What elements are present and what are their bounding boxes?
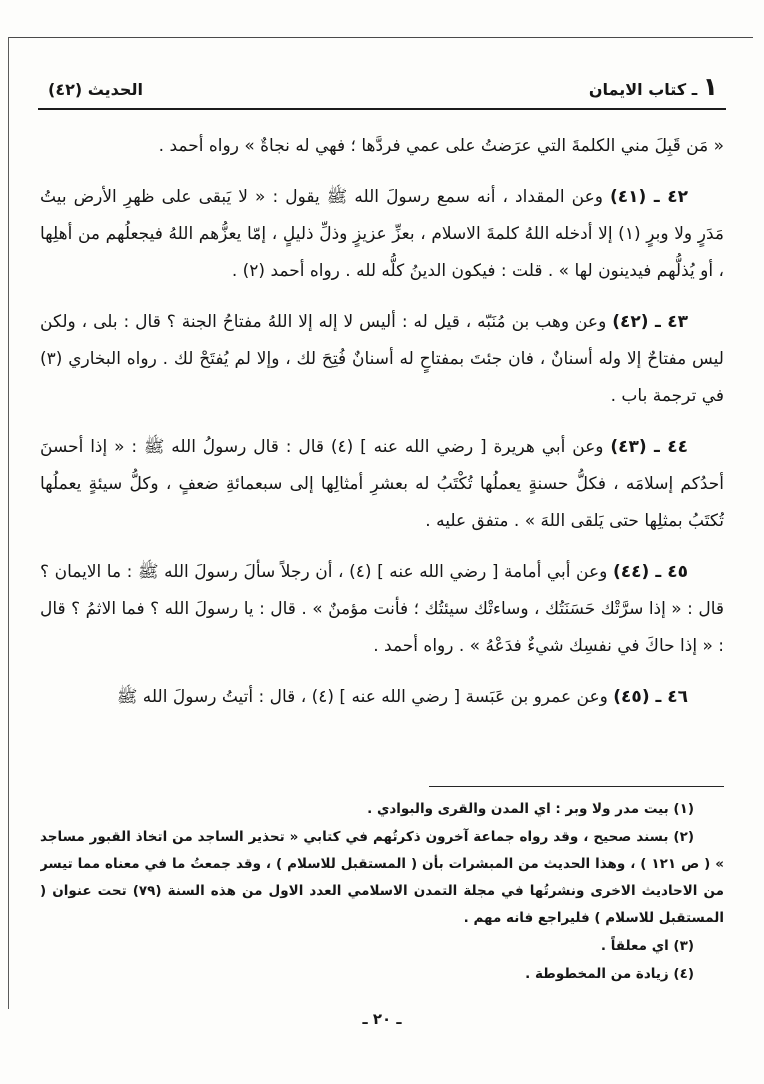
scan-edge-top [8, 37, 753, 38]
scan-edge-left [8, 37, 9, 1009]
hadith-45 [40, 554, 724, 665]
header-rule [38, 108, 726, 110]
paragraph-continuation [40, 128, 724, 165]
hadith-42-number: ٤٢ ـ (٤١) [609, 187, 688, 207]
footnote-2: (٢) بسند صحيح ، وقد رواه جماعة آخرون ذكرتُهم في كتابي « تحذير الساجد من اتخاذ القبور مساجد » ( ص ١٢١ ) ، وهذا الحديث من المبشرات بأن ( المستقبل للاسلام ) ، وقد جمعتُ ما في معناه مما تيسر من الاحاديث الاخرى ونشرتُها في مجلة التمدن الاسلامي العدد الاول من هذه السنة (٧٩) تحت عنوان ( المستقبل للاسلام ) فليراجع فانه مهم . [40, 829, 724, 926]
hadith-46-number: ٤٦ ـ (٤٥) [613, 687, 688, 707]
hadith-43-number: ٤٣ ـ (٤٢) [612, 312, 688, 332]
hadith-reference: الحديث (٤٢) [48, 80, 143, 99]
footnote-3: (٣) اي معلقاً . [600, 938, 694, 954]
paragraph-text: « مَن قَبِلَ مني الكلمةَ التي عرَضتُ على عمي فردَّها ؛ فهي له نجاةٌ » رواه أحمد . [158, 136, 724, 156]
hadith-45-number: ٤٥ ـ (٤٤) [612, 562, 689, 582]
hadith-44-text: وعن أبي هريرة [ رضي الله عنه ] (٤) قال : قال رسولُ الله ﷺ : « إذا أحسنَ أحدُكم إسلامَه ، فكلُّ حسنةٍ يعملُها تُكْتَبُ له بعشرِ أمثالِها إلى سبعمائةِ ضعفٍ ، وكلُّ سيئةٍ يعملُها تُكتَبُ بمثلِها حتى يَلقى اللهَ » . متفق عليه . [40, 437, 724, 531]
hadith-46 [40, 679, 724, 716]
footnotes-section [40, 796, 724, 989]
body-text [40, 128, 724, 778]
hadith-42 [40, 179, 724, 290]
footnote-separator-rule [429, 786, 724, 787]
book-number: ١ [702, 72, 718, 101]
book-title [589, 72, 718, 101]
hadith-44-number: ٤٤ ـ (٤٣) [610, 437, 688, 457]
hadith-43-text: وعن وهب بن مُنَبّه ، قيل له : أليس لا إله إلا اللهُ مفتاحُ الجنة ؟ قال : بلى ، ولكن ليس مفتاحٌ إلا وله أسنانٌ ، فان جئتَ بمفتاحٍ له أسنانٌ فُتِحَ لك ، وإلا لم يُفتَحْ لك . رواه البخاري (٣) في ترجمة باب . [40, 312, 724, 406]
page-header [48, 72, 718, 101]
footnote-1: (١) بيت مدر ولا وبر : اي المدن والقرى والبوادي . [367, 801, 694, 817]
hadith-44 [40, 429, 724, 540]
hadith-43 [40, 304, 724, 415]
hadith-46-text: وعن عمرو بن عَبَسة [ رضي الله عنه ] (٤) ، قال : أتيتُ رسولَ الله ﷺ [116, 687, 614, 707]
hadith-42-text: وعن المقداد ، أنه سمع رسولَ الله ﷺ يقول : « لا يَبقى على ظهرِ الأرض بيتُ مَدَرٍ ولا وبرٍ (١) إلا أدخله اللهُ كلمةَ الاسلام ، بعزِّ عزيزٍ وذلِّ ذليلٍ ، إمّا يعزُّهم اللهُ فيجعلُهم من أهلِها ، أو يُذلُّهم فيدينون لها » . قلت : فيكون الدينُ كلُّه لله . رواه أحمد (٢) . [40, 187, 724, 281]
footnote-4: (٤) زيادة من المخطوطة . [525, 966, 694, 982]
hadith-45-text: وعن أبي أمامة [ رضي الله عنه ] (٤) ، أن رجلاً سألَ رسولَ الله ﷺ : ما الايمان ؟ قال : « إذا سرَّتْك حَسَنَتُك ، وساءتْك سيئتُك ؛ فأنت مؤمنٌ » . قال : يا رسولَ الله ؟ فما الاثمُ ؟ قال : « إذا حاكَ في نفسِك شيءٌ فدَعْهُ » . رواه أحمد . [40, 562, 724, 656]
book-title-text: ـ كتاب الايمان [588, 80, 698, 99]
page-number: ـ ٢٠ ـ [362, 1010, 402, 1028]
